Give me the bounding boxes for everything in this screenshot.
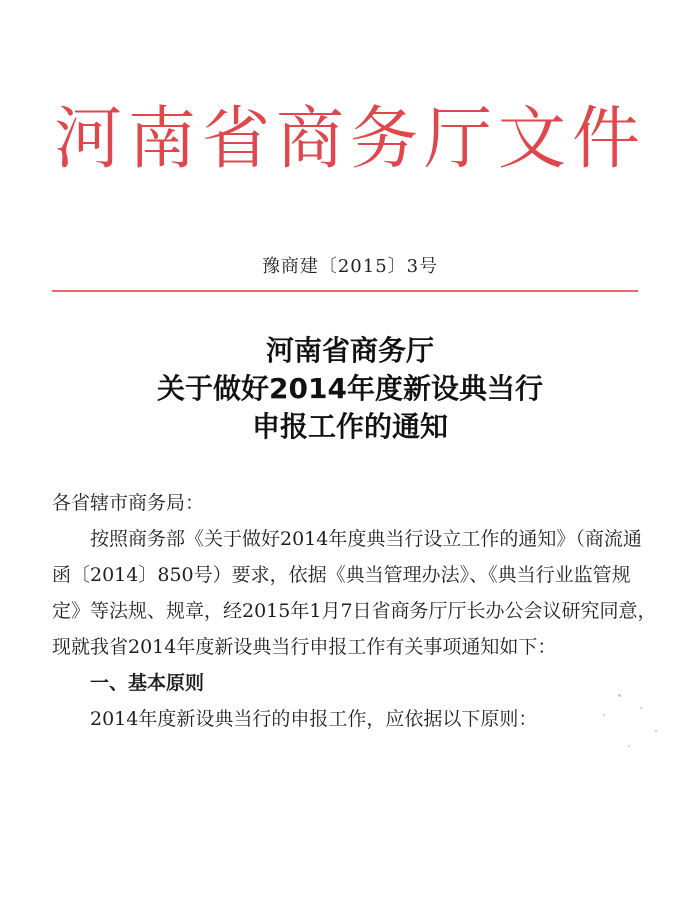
salutation: 各省辖市商务局：: [52, 492, 205, 514]
scan-speck: [628, 745, 630, 747]
title-line-3: 申报工作的通知: [251, 410, 448, 443]
scan-speck: [603, 714, 605, 716]
section-1-heading: 一、基本原则: [90, 672, 205, 694]
masthead-title: 河南省商务厅文件: [53, 100, 646, 179]
section-1-text: 2014年度新设典当行的申报工作，应依据以下原则：: [90, 708, 538, 730]
document-number: 豫商建〔2015〕3号: [261, 256, 439, 277]
red-divider-line: [52, 290, 638, 292]
document-title: [0, 332, 700, 446]
title-line-1: 河南省商务厅: [265, 334, 434, 367]
paragraph-1: 按照商务部《关于做好2014年度典当行设立工作的通知》（商流通函〔2014〕850号）要求，依据《典当管理办法》、《典当行业监管规定》等法规、规章，经2015年1月7日省商务厅厅长办公会议研究同意，现就我省2014年度新设典当行申报工作有关事项通知如下：: [52, 528, 657, 658]
scan-speck: [655, 730, 657, 732]
title-line-2: 关于做好2014年度新设典当行: [157, 372, 543, 405]
scan-speck: [640, 707, 642, 709]
document-body: [52, 485, 657, 737]
scan-speck: [618, 694, 621, 697]
